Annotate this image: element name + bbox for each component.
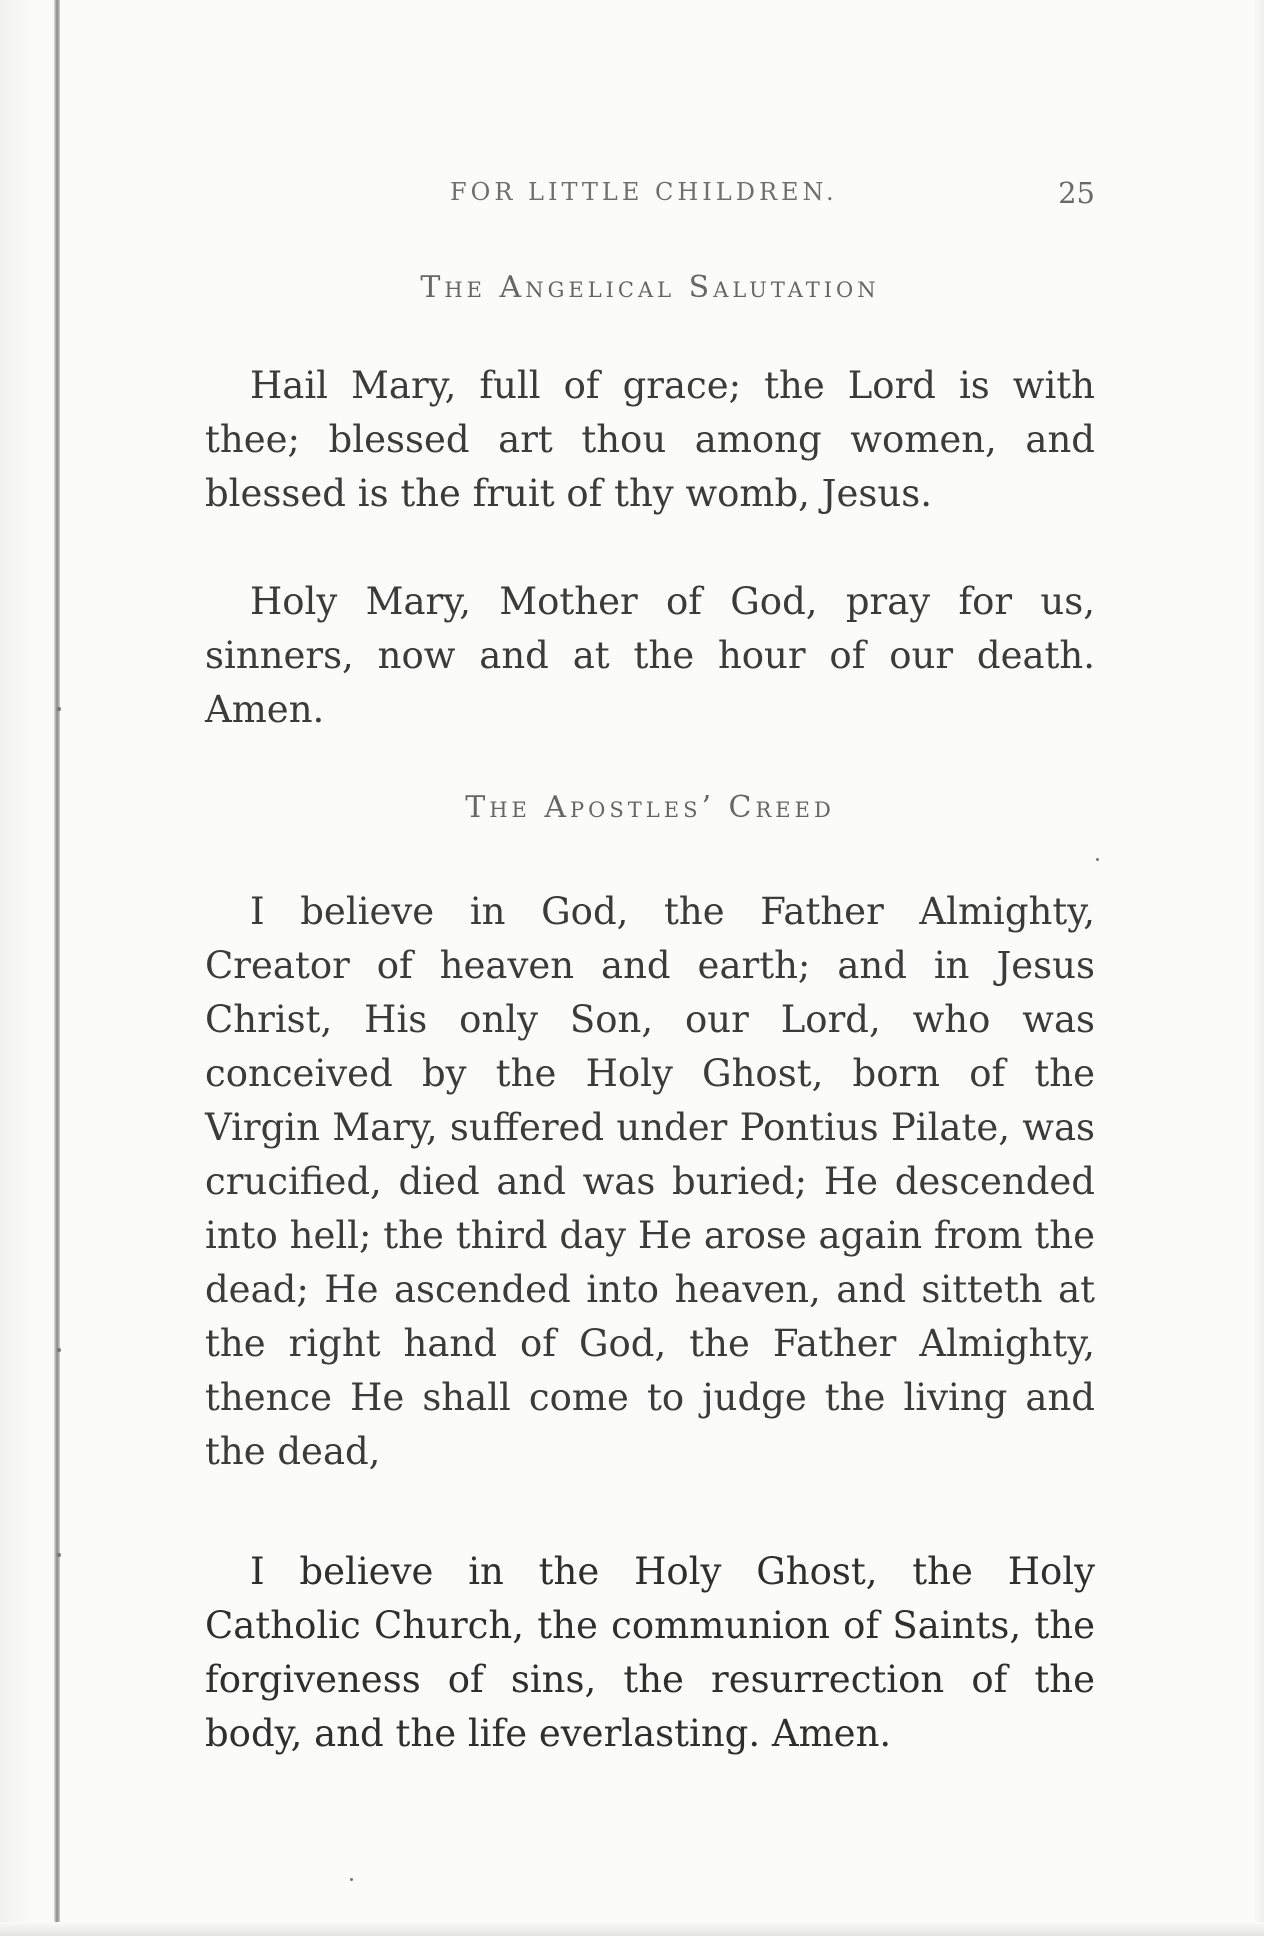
paragraph-text: Holy Mary, Mother of God, pray for us, sinners, now and at the hour of our death. Amen. — [205, 580, 1095, 731]
paper-speck — [57, 1348, 61, 1352]
page-number: 25 — [1058, 176, 1095, 210]
paper-speck — [1096, 858, 1099, 861]
paragraph-text: Hail Mary, full of grace; the Lord is with thee; blessed art thou among women, and blessed is the fruit of thy womb, Jesus. — [205, 364, 1095, 515]
page-binding-edge — [54, 0, 60, 1936]
creed-paragraph — [205, 1545, 1095, 1761]
paragraph-text: I believe in the Holy Ghost, the Holy Catholic Church, the communion of Saints, the forgiveness of sins, the resurrection of the body, and the life everlasting. Amen. — [205, 1550, 1095, 1755]
page-right-edge — [1254, 0, 1264, 1936]
creed-paragraph — [205, 885, 1095, 1479]
paper-speck — [57, 707, 61, 711]
section-title-angelical-salutation: The Angelical Salutation — [420, 270, 880, 305]
page-gutter-shadow — [0, 0, 30, 1936]
running-head: FOR LITTLE CHILDREN. — [450, 178, 838, 206]
prayer-paragraph — [205, 575, 1095, 737]
paper-speck — [57, 1553, 61, 1557]
paper-speck — [350, 1878, 353, 1881]
prayer-paragraph — [205, 359, 1095, 521]
paragraph-text: I believe in God, the Father Almighty, Creator of heaven and earth; and in Jesus Christ, His only Son, our Lord, who was conceived by the Holy Ghost, born of the Virgin Mary, suffered under Pontius Pilate, was crucified, died and was buried; He descended into hell; the third day He arose again from the dead; He ascended into heaven, and sitteth at the right hand of God, the Father Almighty, thence He shall come to judge the living and the dead, — [205, 890, 1095, 1473]
page-bottom-edge — [0, 1922, 1264, 1936]
section-title-apostles-creed: The Apostles’ Creed — [465, 790, 835, 825]
page-header — [205, 176, 1095, 216]
